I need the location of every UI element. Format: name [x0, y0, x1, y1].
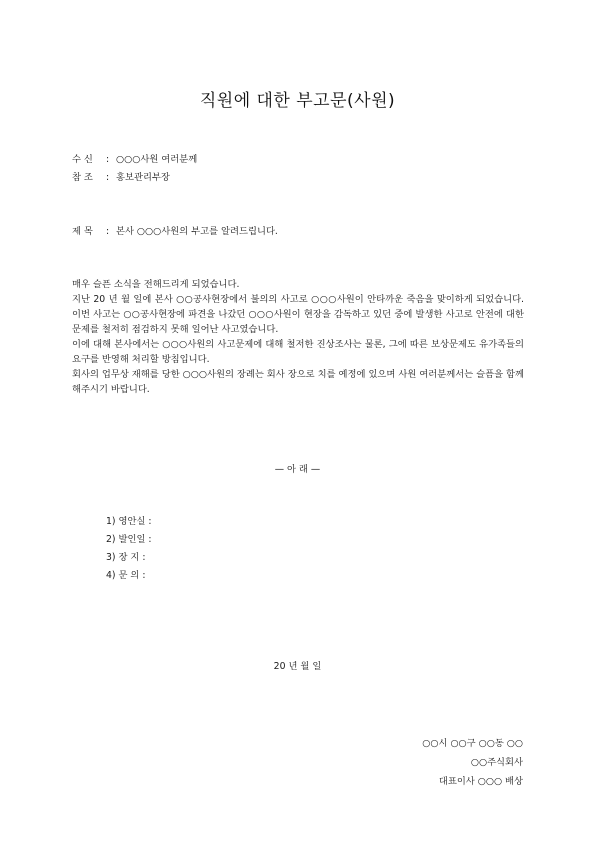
- reference-value: 홍보관리부장: [116, 172, 170, 183]
- sender-company: ○○주식회사: [470, 757, 523, 768]
- list-item: 1) 영안실 :: [106, 516, 152, 527]
- recipient-value: ○○○사원 여러분께: [116, 154, 198, 165]
- reference-label: 참 조: [72, 172, 93, 183]
- sender-signatory: 대표이사 ○○○ 배상: [438, 776, 523, 787]
- body-paragraph: 매우 슬픈 소식을 전해드리게 되었습니다.: [72, 279, 240, 290]
- body-paragraph: 이에 대해 본사에서는 ○○○사원의 사고문제에 대해 철저한 진상조사는 물론, 그에 따른 보상문제도 유가족들의 요구를 반영해 처리할 방침입니다.: [72, 339, 524, 365]
- subject-line: 제 목 : 본사 ○○○사원의 부고를 알려드립니다.: [72, 226, 278, 237]
- document-title: 직원에 대한 부고문(사원): [199, 91, 396, 111]
- list-item: 4) 문 의 :: [106, 570, 146, 581]
- subject-label: 제 목: [72, 226, 93, 237]
- recipient-line: 수 신 : ○○○사원 여러분께: [72, 154, 198, 165]
- body-paragraph: 회사의 업무상 재해를 당한 ○○○사원의 장례는 회사 장으로 치를 예정에 있으며 사원 여러분께서는 슬픔을 함께 해주시기 바랍니다.: [72, 369, 524, 395]
- subject-value: 본사 ○○○사원의 부고를 알려드립니다.: [116, 226, 278, 237]
- body-paragraph: 지난 20 년 월 일에 본사 ○○공사현장에서 불의의 사고로 ○○○사원이 안타까운 죽음을 맞이하게 되었습니다. 이번 사고는 ○○공사현장에 파견을 나갔던 ○○○사원이 현장을 감독하고 있던 중에 발생한 사고로 안전에 대한 문제를 철저히 점검하지 못해 일어난 사고였습니다.: [72, 294, 524, 335]
- list-item: 3) 장 지 :: [106, 552, 146, 563]
- body-text: [72, 277, 524, 397]
- list-item: 2) 발인일 :: [106, 534, 152, 545]
- sender-address: ○○시 ○○구 ○○동 ○○: [422, 738, 523, 749]
- reference-line: 참 조 : 홍보관리부장: [72, 172, 170, 183]
- section-heading: — 아 래 —: [274, 464, 321, 475]
- detail-list: [106, 513, 152, 585]
- document-date: 20 년 월 일: [273, 661, 322, 672]
- recipient-label: 수 신: [72, 154, 93, 165]
